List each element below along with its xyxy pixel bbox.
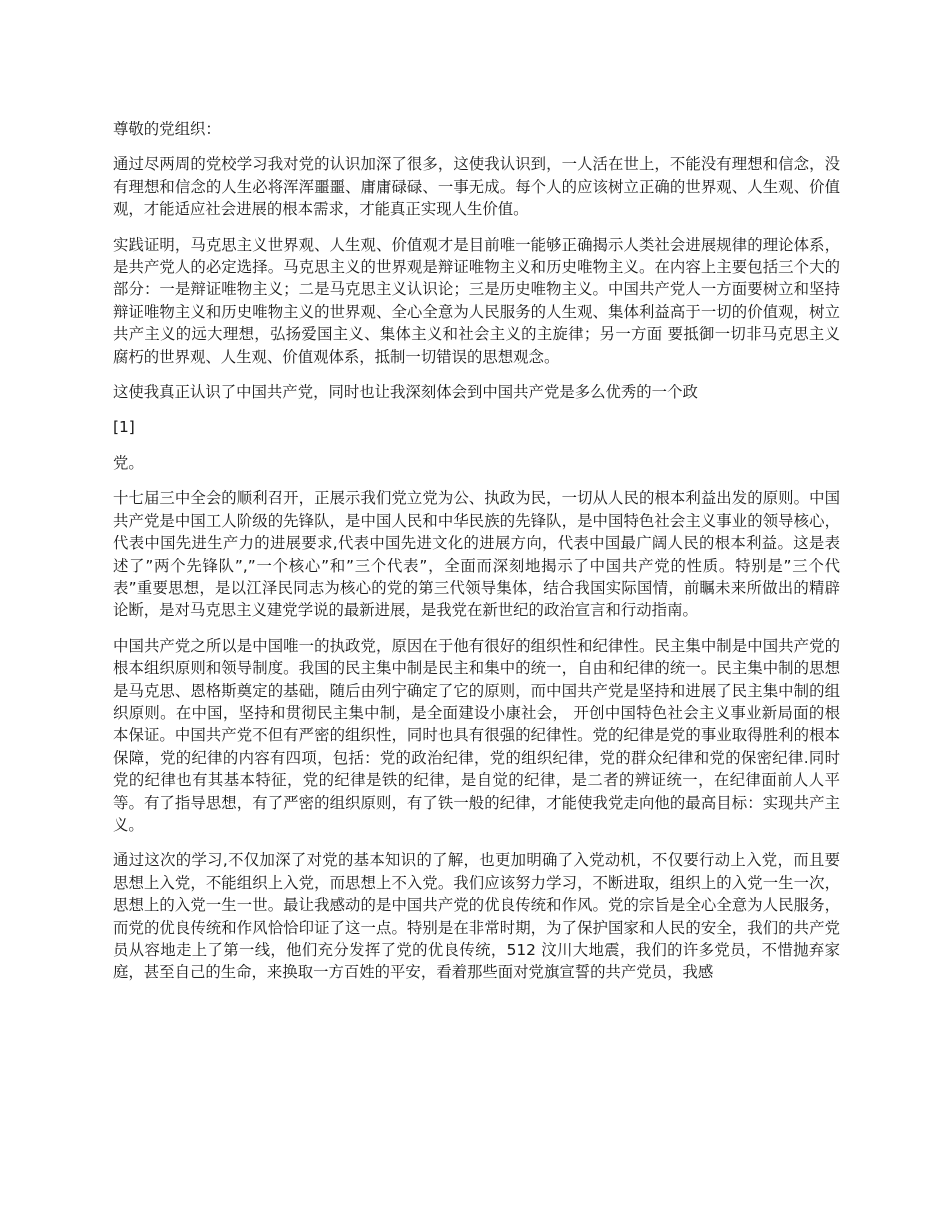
paragraph-third-plenum: 十七届三中全会的顺利召开，正展示我们党立党为公、执政为民，一切从人民的根本利益出发的原则。中国共产党是中国工人阶级的先锋队，是中国人民和中华民族的先锋队，是中国特色社会主义事业的领导核心，代表中国先进生产力的进展要求,代表中国先进文化的进展方向，代表中国最广阔人民的根本利益。这是表述了”两个先锋队”,”一个核心”和”三个代表”，全面而深刻地揭示了中国共产党的性质。特别是”三个代表”重要思想，是以江泽民同志为核心的党的第三代领导集体，结合我国实际国情，前瞩未来所做出的精辟论断，是对马克思主义建党学说的最新进展，是我党在新世纪的政治宣言和行动指南。 bbox=[113, 489, 840, 620]
paragraph-understanding-party: 这使我真正认识了中国共产党，同时也让我深刻体会到中国共产党是多么优秀的一个政 bbox=[113, 383, 698, 402]
footnote-marker: [1] bbox=[113, 418, 135, 437]
paragraph-party-word: 党。 bbox=[113, 453, 144, 472]
salutation: 尊敬的党组织： bbox=[113, 120, 221, 138]
document-body bbox=[113, 118, 840, 997]
paragraph-marxism-worldview: 实践证明，马克思主义世界观、人生观、价值观才是目前唯一能够正确揭示人类社会进展规律的理论体系，是共产党人的必定选择。马克思主义的世界观是辩证唯物主义和历史唯物主义。在内容上主要包括三个大的部分：一是辩证唯物主义；二是马克思主义认识论；三是历史唯物主义。中国共产党人一方面要树立和坚持辩证唯物主义和历史唯物主义的世界观、全心全意为人民服务的人生观、集体利益高于一切的价值观，树立共产主义的远大理想，弘扬爱国主义、集体主义和社会主义的主旋律；另一方面 要抵御一切非马克思主义腐朽的世界观、人生观、价值观体系，抵制一切错误的思想观念。 bbox=[113, 235, 840, 366]
paragraph-democratic-centralism: 中国共产党之所以是中国唯一的执政党，原因在于他有很好的组织性和纪律性。民主集中制是中国共产党的根本组织原则和领导制度。我国的民主集中制是民主和集中的统一，自由和纪律的统一。民主集中制的思想是马克思、恩格斯奠定的基础，随后由列宁确定了它的原则，而中国共产党是坚持和进展了民主集中制的组织原则。在中国，坚持和贯彻民主集中制，是全面建设小康社会， 开创中国特色社会主义事业新局面的根本保证。中国共产党不但有严密的组织性，同时也具有很强的纪律性。党的纪律是党的事业取得胜利的根本保障，党的纪律的内容有四项，包括：党的政治纪律，党的组织纪律，党的群众纪律和党的保密纪律.同时党的纪律也有其基本特征，党的纪律是铁的纪律，是自觉的纪律，是二者的辨证统一，在纪律面前人人平等。有了指导思想，有了严密的组织原则，有了铁一般的纪律，才能使我党走向他的最高目标：实现共产主义。 bbox=[113, 636, 840, 834]
paragraph-learning-outcome: 通过这次的学习,不仅加深了对党的基本知识的了解，也更加明确了入党动机，不仅要行动上入党，而且要思想上入党，不能组织上入党，而思想上不入党。我们应该努力学习，不断进取，组织上的入党一生一次，思想上的入党一生一世。最让我感动的是中国共产党的优良传统和作风。党的宗旨是全心全意为人民服务，而党的优良传统和作风恰恰印证了这一点。特别是在非常时期，为了保护国家和人民的安全，我们的共产党员从容地走上了第一线，他们充分发挥了党的优良传统，512 汶川大地震，我们的许多党员，不惜抛弃家庭，甚至自己的生命，来换取一方百姓的平安，看着那些面对党旗宣誓的共产党员，我感 bbox=[113, 851, 840, 982]
paragraph-study-reflection: 通过尽两周的党校学习我对党的认识加深了很多，这使我认识到，一人活在世上，不能没有理想和信念，没有理想和信念的人生必将浑浑噩噩、庸庸碌碌、一事无成。每个人的应该树立正确的世界观、人生观、价值观，才能适应社会进展的根本需求，才能真正实现人生价值。 bbox=[113, 155, 840, 219]
